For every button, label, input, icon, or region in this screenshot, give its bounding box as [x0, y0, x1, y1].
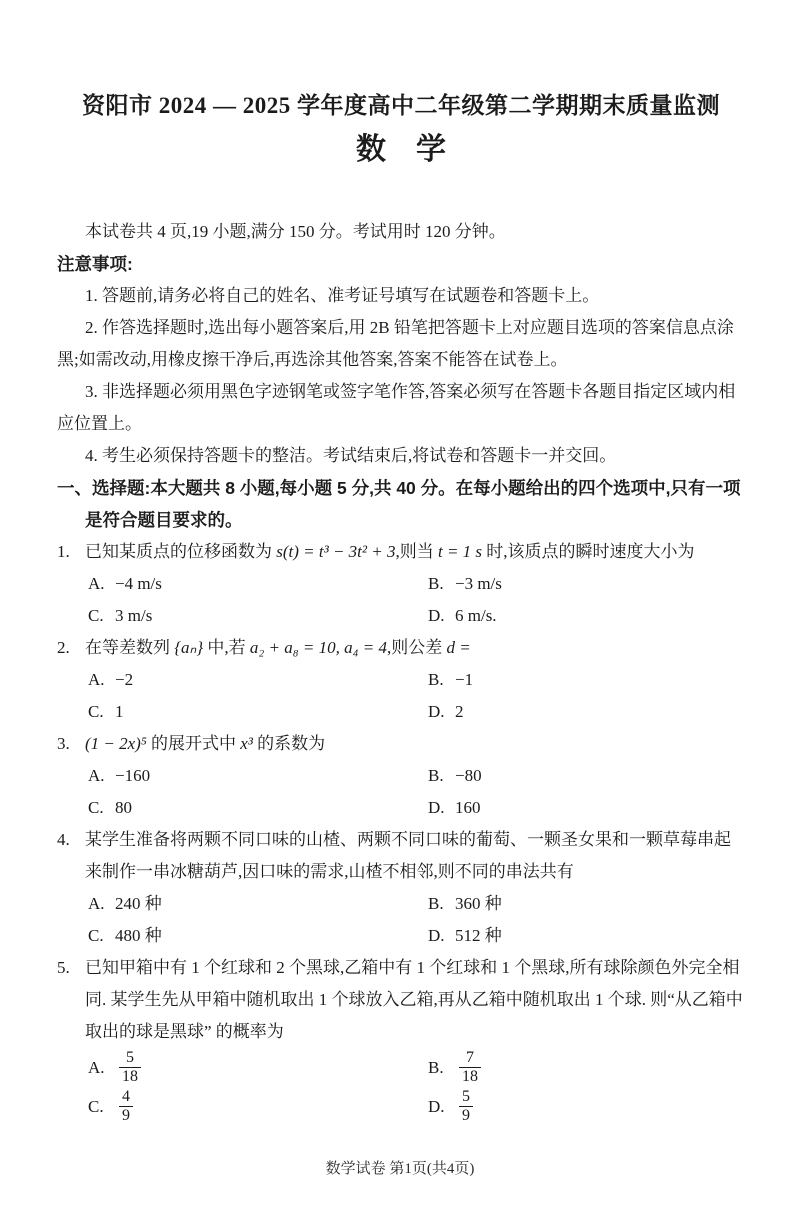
stem-text: 在等差数列	[85, 638, 170, 657]
option-b	[428, 1048, 745, 1087]
option-letter: D.	[428, 798, 445, 817]
stem-text: 某学生准备将两颗不同口味的山楂、两颗不同口味的葡萄、一颗圣女果和一颗草莓串起来制作一串冰糖葫芦,因口味的需求,山楂不相邻,则不同的串法共有	[85, 830, 731, 881]
exam-intro: 本试卷共 4 页,19 小题,满分 150 分。考试用时 120 分钟。	[85, 222, 506, 241]
fraction-numerator: 7	[466, 1049, 474, 1066]
option-letter: A.	[88, 894, 105, 913]
question-4	[57, 824, 745, 952]
fraction-numerator: 4	[122, 1088, 130, 1105]
option-value: −4 m/s	[115, 574, 162, 593]
notice-section	[57, 248, 745, 472]
fraction-numerator: 5	[126, 1049, 134, 1066]
stem-text: ,则公差	[387, 638, 447, 657]
option-letter: C.	[88, 798, 104, 817]
option-a	[88, 1048, 428, 1087]
stem-math: x³	[240, 734, 253, 753]
option-value: 480 种	[115, 926, 162, 945]
stem-text: 的展开式中	[146, 734, 241, 753]
option-value: −160	[115, 766, 151, 785]
stem-math: t = 1 s	[437, 542, 483, 561]
option-value: −80	[455, 766, 482, 785]
stem-text: 已知某质点的位移函数为	[85, 542, 277, 561]
question-2-number: 2.	[57, 638, 70, 657]
option-letter: B.	[428, 894, 444, 913]
option-letter: A.	[88, 574, 105, 593]
question-1	[57, 536, 745, 632]
notice-item-1: 1. 答题前,请务必将自己的姓名、准考证号填写在试题卷和答题卡上。	[85, 286, 600, 305]
stem-math: d =	[446, 638, 471, 657]
option-letter: B.	[428, 1058, 444, 1077]
option-d	[428, 792, 745, 824]
option-b	[428, 664, 745, 696]
fraction-numerator: 5	[462, 1088, 470, 1105]
fraction	[459, 1088, 473, 1125]
option-b	[428, 760, 745, 792]
question-3-stem	[85, 728, 745, 760]
option-d	[428, 1087, 745, 1126]
option-letter: C.	[88, 606, 104, 625]
notice-item-2: 2. 作答选择题时,选出每小题答案后,用 2B 铅笔把答题卡上对应题目选项的答案信息点涂黑;如需改动,用橡皮擦干净后,再选涂其他答案,答案不能答在试卷上。	[57, 318, 734, 369]
option-letter: A.	[88, 1058, 105, 1077]
notice-heading: 注意事项:	[57, 254, 133, 274]
fraction-denominator: 18	[119, 1067, 141, 1086]
option-value: 1	[115, 702, 124, 721]
question-4-number: 4.	[57, 830, 70, 849]
option-value: 6 m/s.	[455, 606, 497, 625]
stem-math: s(t) = t³ − 3t² + 3	[276, 542, 396, 561]
question-1-options	[88, 568, 745, 632]
fraction	[459, 1049, 481, 1086]
option-d	[428, 696, 745, 728]
stem-text: ,则当	[395, 542, 438, 561]
option-letter: C.	[88, 1097, 104, 1116]
option-value: 160	[455, 798, 481, 817]
option-c	[88, 920, 428, 952]
option-a	[88, 568, 428, 600]
question-5-stem	[85, 952, 745, 1048]
section-heading: 一、选择题:本大题共 8 小题,每小题 5 分,共 40 分。在每小题给出的四个选项中,只有一项是符合题目要求的。	[57, 478, 741, 530]
question-5	[57, 952, 745, 1126]
stem-math: a₂ + a₈ = 10, a₄ = 4	[249, 638, 388, 657]
exam-body	[57, 216, 745, 1126]
option-b	[428, 888, 745, 920]
option-c	[88, 696, 428, 728]
fraction	[119, 1088, 133, 1125]
option-value: −2	[115, 670, 134, 689]
option-value: −3 m/s	[455, 574, 502, 593]
option-letter: D.	[428, 1097, 445, 1116]
option-c	[88, 600, 428, 632]
option-letter: B.	[428, 766, 444, 785]
question-3-number: 3.	[57, 734, 70, 753]
option-letter: B.	[428, 574, 444, 593]
question-4-stem	[85, 824, 745, 888]
fraction	[119, 1049, 141, 1086]
option-b	[428, 568, 745, 600]
page-footer: 数学试卷 第1页(共4页)	[325, 1161, 475, 1177]
question-3-options	[88, 760, 745, 824]
fraction-denominator: 9	[459, 1106, 473, 1125]
option-value: 240 种	[115, 894, 162, 913]
option-value: −1	[455, 670, 474, 689]
option-c	[88, 1087, 428, 1126]
option-value: 360 种	[455, 894, 502, 913]
stem-text: 中,若	[207, 638, 250, 657]
option-letter: C.	[88, 702, 104, 721]
option-a	[88, 664, 428, 696]
option-letter: D.	[428, 606, 445, 625]
stem-text: 的系数为	[252, 734, 326, 753]
question-3	[57, 728, 745, 824]
option-c	[88, 792, 428, 824]
option-a	[88, 760, 428, 792]
question-2-options	[88, 664, 745, 728]
question-1-stem	[85, 536, 745, 568]
option-letter: C.	[88, 926, 104, 945]
option-value: 3 m/s	[115, 606, 153, 625]
notice-item-3: 3. 非选择题必须用黑色字迹钢笔或签字笔作答,答案必须写在答题卡各题目指定区域内相应位置上。	[57, 382, 736, 433]
stem-text: 时,该质点的瞬时速度大小为	[482, 542, 695, 561]
question-4-options	[88, 888, 745, 952]
question-2-stem	[85, 632, 745, 664]
option-a	[88, 888, 428, 920]
question-1-number: 1.	[57, 542, 70, 561]
stem-text: 已知甲箱中有 1 个红球和 2 个黑球,乙箱中有 1 个红球和 1 个黑球,所有球除颜色外完全相同. 某学生先从甲箱中随机取出 1 个球放入乙箱,再从乙箱中随机取出 1 个球. 则“从乙箱中取出的球是黑球” 的概率为	[85, 958, 743, 1041]
option-d	[428, 920, 745, 952]
option-letter: D.	[428, 926, 445, 945]
exam-title: 资阳市 2024 — 2025 学年度高中二年级第二学期期末质量监测	[82, 93, 720, 118]
stem-math: (1 − 2x)⁵	[85, 734, 147, 753]
option-letter: D.	[428, 702, 445, 721]
option-letter: B.	[428, 670, 444, 689]
question-5-number: 5.	[57, 958, 70, 977]
exam-subject: 数 学	[356, 133, 446, 166]
question-5-options	[88, 1048, 745, 1126]
fraction-denominator: 18	[459, 1067, 481, 1086]
option-letter: A.	[88, 766, 105, 785]
question-2	[57, 632, 745, 728]
option-value: 80	[115, 798, 132, 817]
option-value: 2	[455, 702, 464, 721]
stem-math: {aₙ}	[174, 638, 204, 657]
fraction-denominator: 9	[119, 1106, 133, 1125]
option-d	[428, 600, 745, 632]
option-value: 512 种	[455, 926, 502, 945]
option-letter: A.	[88, 670, 105, 689]
notice-item-4: 4. 考生必须保持答题卡的整洁。考试结束后,将试卷和答题卡一并交回。	[85, 446, 617, 465]
